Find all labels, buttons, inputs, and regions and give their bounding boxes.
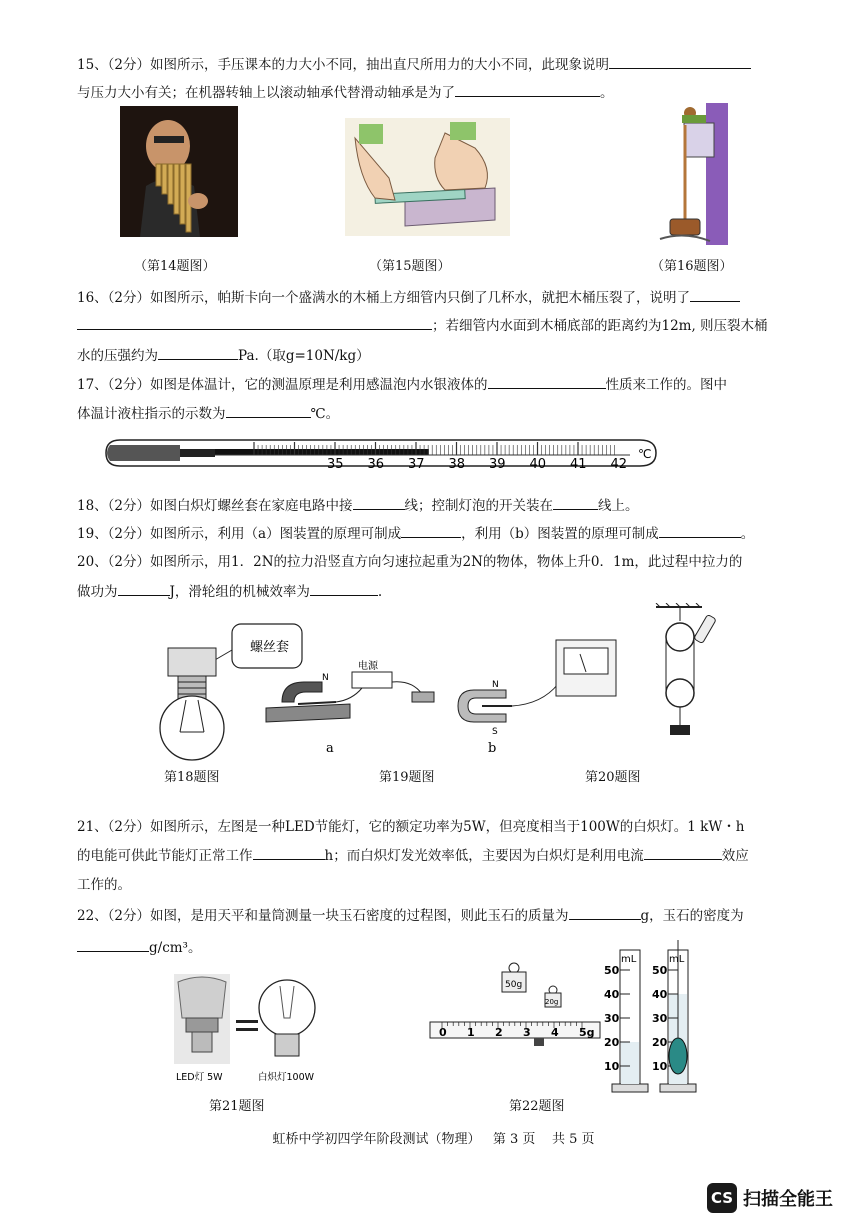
scale-tick-label: 3: [523, 1026, 531, 1039]
label-b: b: [488, 741, 497, 756]
answer-blank[interactable]: [310, 581, 378, 596]
cylinder-unit: mL: [621, 954, 637, 965]
thermometer-tick-label: 42: [610, 457, 628, 472]
cylinder-tick-label: 20: [652, 1036, 668, 1049]
scale-tick-label: 4: [551, 1026, 559, 1039]
thermometer-tick-label: 35: [327, 457, 344, 472]
cylinder-tick-label: 40: [604, 988, 620, 1001]
book-ruler-figure: [345, 118, 510, 240]
scale-tick-label: 0: [439, 1026, 447, 1039]
caption-fig14: （第14题图）: [134, 259, 216, 274]
answer-blank[interactable]: [353, 495, 405, 510]
answer-blank[interactable]: [488, 374, 606, 389]
cylinder-tick-label: 50: [604, 964, 620, 977]
footer-page: 第 3 页: [492, 1132, 536, 1147]
thermometer-tick-label: 36: [367, 457, 385, 472]
answer-blank[interactable]: [644, 845, 722, 860]
generator-apparatus-figure-b: [452, 634, 622, 760]
q22-line1: 22、（2分）如图，是用天平和量筒测量一块玉石密度的过程图，则此玉石的质量为 g，玉石的密度为: [77, 904, 744, 924]
weight-20g: 20g: [545, 998, 559, 1006]
q20-line2: 做功为 J，滑轮组的机械效率为 .: [77, 580, 382, 600]
footer-total: 共 5 页: [551, 1132, 595, 1147]
caption-fig19: 第19题图: [379, 770, 435, 785]
scale-tick-label: 1: [467, 1026, 475, 1039]
answer-blank[interactable]: [401, 523, 461, 538]
caption-fig21: 第21题图: [209, 1099, 265, 1114]
answer-blank[interactable]: [226, 403, 311, 418]
pascal-barrel-figure: [654, 103, 734, 249]
pole-n-b: N: [492, 680, 499, 690]
answer-blank[interactable]: [455, 82, 600, 97]
q16-line3: 水的压强约为 Pa.（取g=10N/kg）: [77, 344, 370, 364]
answer-blank[interactable]: [553, 495, 598, 510]
thermometer-tick-label: 40: [529, 457, 547, 472]
camscanner-watermark: [707, 1183, 833, 1213]
answer-blank[interactable]: [158, 345, 238, 360]
answer-blank[interactable]: [690, 287, 740, 302]
callout-label: 螺丝套: [250, 640, 290, 655]
cylinder-unit: mL: [669, 954, 685, 965]
led-label: LED灯 5W: [176, 1072, 223, 1083]
cylinder-base: [660, 1084, 696, 1092]
bulb-label: 白炽灯100W: [258, 1072, 315, 1083]
q15-line2: 与压力大小有关；在机器转轴上以滚动轴承代替滑动轴承是为了 。: [77, 81, 614, 101]
answer-blank[interactable]: [77, 315, 432, 330]
thermometer-tick-label: 38: [448, 457, 466, 472]
cylinder-tick-label: 40: [652, 988, 668, 1001]
q18-line: 18、（2分）如图白炽灯螺丝套在家庭电路中接 线；控制灯泡的开关装在 线上。: [77, 494, 639, 514]
q16-line1: 16、（2分）如图所示，帕斯卡向一个盛满水的木桶上方细管内只倒了几杯水，就把木桶压裂了，说明了: [77, 286, 740, 306]
q21-line1: 21、（2分）如图所示，左图是一种LED节能灯，它的额定功率为5W，但亮度相当于100W的白炽灯。1 kW・h: [77, 819, 745, 835]
answer-blank[interactable]: [609, 54, 751, 69]
caption-fig22: 第22题图: [509, 1099, 565, 1114]
pole-s-b: S: [492, 727, 498, 737]
answer-blank[interactable]: [77, 937, 149, 952]
thermometer-tick-label: 37: [408, 457, 425, 472]
pulley-figure: [652, 603, 732, 745]
cylinder-tick-label: 30: [604, 1012, 620, 1025]
led-vs-incandescent-figure: [172, 968, 332, 1092]
water: [621, 1042, 639, 1084]
scale-tick-label: 5g: [579, 1026, 595, 1039]
camscanner-logo-text: 扫描全能王: [743, 1189, 833, 1210]
q21-line2: 的电能可供此节能灯正常工作 h；而白炽灯发光效率低，主要因为白炽灯是利用电流 效应: [77, 844, 749, 864]
answer-blank[interactable]: [569, 905, 641, 920]
q16-line2: ；若细管内水面到木桶底部的距离约为12m, 则压裂木桶: [77, 314, 768, 334]
q15-line1: 15、（2分）如图所示，手压课本的力大小不同，抽出直尺所用力的大小不同，此现象说明: [77, 53, 751, 73]
pole-n: N: [322, 673, 329, 683]
q19-line: 19、（2分）如图所示，利用（a）图装置的原理可制成 ，利用（b）图装置的原理可制成 。: [77, 522, 754, 542]
camscanner-logo-icon: CS: [707, 1183, 737, 1213]
cylinder-tick-label: 10: [604, 1060, 620, 1073]
rider[interactable]: [534, 1038, 544, 1046]
answer-blank[interactable]: [118, 581, 170, 596]
page-footer: [0, 1128, 867, 1147]
panflute-photo: [120, 106, 238, 241]
q20-line1: 20、（2分）如图所示，用1．2N的拉力沿竖直方向匀速拉起重为2N的物体，物体上升0．1m，此过程中拉力的: [77, 554, 743, 570]
motor-apparatus-figure-a: [262, 660, 442, 759]
caption-fig18: 第18题图: [164, 770, 220, 785]
cylinder-tick-label: 10: [652, 1060, 668, 1073]
thermometer-tick-label: 39: [489, 457, 506, 472]
cylinder-tick-label: 50: [652, 964, 668, 977]
q21-line3: 工作的。: [77, 877, 131, 893]
caption-fig20: 第20题图: [585, 770, 641, 785]
power-label: 电源: [358, 661, 378, 672]
label-a: a: [326, 741, 334, 755]
q17-line1: 17、（2分）如图是体温计，它的测温原理是利用感温泡内水银液体的 性质来工作的。图中: [77, 373, 727, 393]
footer-school: 虹桥中学初四学年阶段测试（物理）: [272, 1132, 481, 1147]
cylinder-base: [612, 1084, 648, 1092]
mercury-column: [215, 449, 429, 455]
jade-stone: [669, 1038, 687, 1074]
cylinder-after: [652, 940, 696, 1092]
q17-line2: 体温计液柱指示的示数为 ℃。: [77, 402, 339, 422]
thermometer-unit: ℃: [638, 447, 652, 461]
cylinder-tick-label: 30: [652, 1012, 668, 1025]
answer-blank[interactable]: [659, 523, 741, 538]
caption-fig15: （第15题图）: [369, 259, 451, 274]
q22-line2: g/cm³。: [77, 936, 201, 956]
weight-50g: 50g: [505, 980, 523, 990]
cylinder-tick-label: 20: [604, 1036, 620, 1049]
scale-tick-label: 2: [495, 1026, 503, 1039]
thermometer-tick-label: 41: [570, 457, 587, 472]
measuring-cylinders-figure: [598, 936, 703, 1100]
balance-scale-figure: [428, 960, 604, 1060]
cylinder-before: [604, 950, 648, 1092]
answer-blank[interactable]: [253, 845, 325, 860]
caption-fig16: （第16题图）: [651, 259, 733, 274]
clinical-thermometer: [100, 428, 660, 482]
